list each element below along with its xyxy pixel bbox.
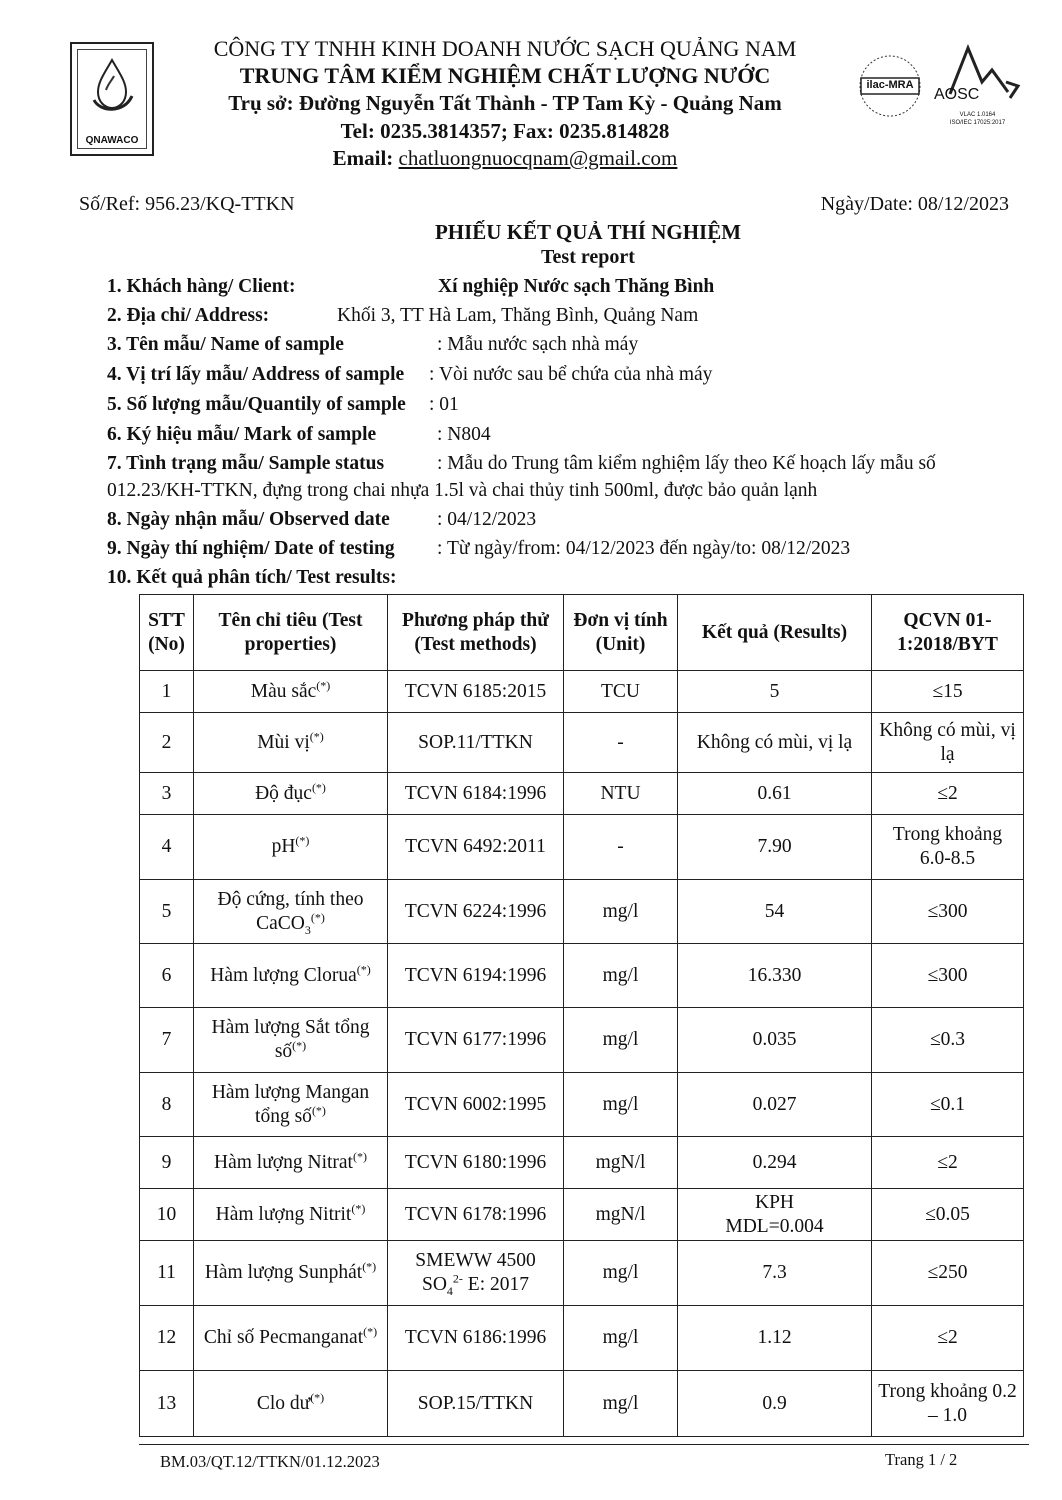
cell-limit: Trong khoảng 0.2 – 1.0 <box>872 1371 1024 1437</box>
cell-no: 6 <box>140 944 194 1008</box>
sample-quantity-label: 5. Số lượng mẫu/Quantily of sample <box>107 394 406 415</box>
cell-limit: ≤0.1 <box>872 1073 1024 1137</box>
page-number: Trang 1 / 2 <box>885 1450 958 1469</box>
table-row <box>140 1241 1024 1306</box>
cell-method: TCVN 6186:1996 <box>388 1306 564 1371</box>
cell-no: 1 <box>140 671 194 713</box>
cell-method: TCVN 6177:1996 <box>388 1008 564 1073</box>
cell-unit: mg/l <box>564 1306 678 1371</box>
cell-result: 0.9 <box>678 1371 872 1437</box>
property-text: Độ cứng, tính theo CaCO <box>217 888 364 934</box>
method-line-1: SMEWW 4500 <box>415 1250 536 1271</box>
cell-result: 7.3 <box>678 1241 872 1306</box>
table-row <box>140 1137 1024 1189</box>
star-mark: (*) <box>363 1324 378 1339</box>
client-label: 1. Khách hàng/ Client: <box>107 276 296 297</box>
cell-result: 16.330 <box>678 944 872 1008</box>
testing-date-value: : Từ ngày/from: 04/12/2023 đến ngày/to: 08/12/2023 <box>437 538 851 559</box>
cell-limit: ≤15 <box>872 671 1024 713</box>
cell-unit: - <box>564 713 678 773</box>
cell-property <box>194 1306 388 1371</box>
subscript: 4 <box>446 1283 453 1298</box>
property-text: Hàm lượng Sunphát <box>204 1262 363 1283</box>
sample-mark-value: : N804 <box>437 424 491 445</box>
sulfate-formula: SO <box>421 1274 447 1295</box>
cell-unit: NTU <box>564 773 678 815</box>
cell-property <box>194 1189 388 1241</box>
star-mark: (*) <box>311 780 326 794</box>
testing-date-line <box>107 538 851 560</box>
table-header-row <box>140 595 1024 671</box>
cell-method: TCVN 6492:2011 <box>388 815 564 880</box>
cell-unit: mg/l <box>564 880 678 944</box>
cell-property <box>194 1137 388 1189</box>
table-row <box>140 1306 1024 1371</box>
aosc-logo <box>930 42 1025 137</box>
result-line-1: KPH <box>754 1191 794 1213</box>
cell-limit: ≤2 <box>872 1306 1024 1371</box>
cell-property <box>194 671 388 713</box>
cell-unit: mg/l <box>564 1241 678 1306</box>
star-mark: (*) <box>316 678 331 692</box>
report-ref: Số/Ref: 956.23/KQ-TTKN <box>79 193 295 215</box>
star-mark: (*) <box>310 910 325 924</box>
company-email <box>160 146 850 171</box>
client-value: Xí nghiệp Nước sạch Thăng Bình <box>438 276 715 297</box>
center-name: TRUNG TÂM KIỂM NGHIỆM CHẤT LƯỢNG NƯỚC <box>239 63 771 88</box>
method-line-2 <box>392 1273 559 1297</box>
sample-status-line <box>107 453 936 475</box>
cell-method <box>388 1241 564 1306</box>
property-text: Hàm lượng Nitrat <box>214 1151 353 1173</box>
cell-result: 0.61 <box>678 773 872 815</box>
cell-limit: Trong khoảng 6.0-8.5 <box>872 815 1024 880</box>
sample-quantity-line <box>107 394 459 416</box>
cell-no: 8 <box>140 1073 194 1137</box>
cell-method: SOP.11/TTKN <box>388 713 564 773</box>
cell-no: 12 <box>140 1306 194 1371</box>
cell-result: Không có mùi, vị lạ <box>678 713 872 773</box>
cell-limit: ≤2 <box>872 1137 1024 1189</box>
cell-result: 0.027 <box>678 1073 872 1137</box>
observed-date-label: 8. Ngày nhận mẫu/ Observed date <box>107 509 390 530</box>
table-row <box>140 815 1024 880</box>
property-text: Mùi vị <box>257 731 310 753</box>
cell-no: 7 <box>140 1008 194 1073</box>
cell-unit: mgN/l <box>564 1137 678 1189</box>
cell-method: TCVN 6224:1996 <box>388 880 564 944</box>
table-row <box>140 1371 1024 1437</box>
sample-name-line <box>107 334 639 356</box>
header-no: STT (No) <box>140 595 194 671</box>
cell-property <box>194 815 388 880</box>
address-value: Khối 3, TT Hà Lam, Thăng Bình, Quảng Nam <box>337 305 699 326</box>
cell-method: TCVN 6002:1995 <box>388 1073 564 1137</box>
cell-result: 54 <box>678 880 872 944</box>
cell-result: 7.90 <box>678 815 872 880</box>
cell-method: SOP.15/TTKN <box>388 1371 564 1437</box>
header-method: Phương pháp thử (Test methods) <box>388 595 564 671</box>
water-drop-logo-icon <box>86 56 138 118</box>
company-name: CÔNG TY TNHH KINH DOANH NƯỚC SẠCH QUẢNG NAM <box>213 36 797 61</box>
cell-property <box>194 1241 388 1306</box>
property-text: Hàm lượng Clorua <box>210 964 357 986</box>
sample-mark-label: 6. Ký hiệu mẫu/ Mark of sample <box>107 424 377 445</box>
star-mark: (*) <box>292 1038 307 1053</box>
table-row <box>140 944 1024 1008</box>
company-phone: Tel: 0235.3814357; Fax: 0235.814828 <box>340 119 670 143</box>
table-row <box>140 1008 1024 1073</box>
sample-quantity-value: : 01 <box>429 394 459 415</box>
report-subtitle: Test report <box>541 246 635 268</box>
sample-location-value: : Vòi nước sau bể chứa của nhà máy <box>429 364 713 385</box>
star-mark: (*) <box>351 1201 366 1215</box>
cell-method: TCVN 6178:1996 <box>388 1189 564 1241</box>
sample-status-line-2 <box>107 480 817 502</box>
cell-no: 4 <box>140 815 194 880</box>
logo-text: QNAWACO <box>85 135 139 146</box>
client-line <box>107 276 715 298</box>
star-mark: (*) <box>352 1149 367 1163</box>
table-row <box>140 713 1024 773</box>
cell-no: 9 <box>140 1137 194 1189</box>
cell-method: TCVN 6185:2015 <box>388 671 564 713</box>
cell-unit: mg/l <box>564 1008 678 1073</box>
cell-unit: mgN/l <box>564 1189 678 1241</box>
property-text: Độ đục <box>255 782 312 804</box>
cell-property <box>194 1008 388 1073</box>
aosc-iso: ISO/IEC 17025:2017 <box>949 120 1006 126</box>
cell-unit: mg/l <box>564 944 678 1008</box>
property-text: Hàm lượng Mangan tổng số <box>211 1081 370 1127</box>
cell-limit: Không có mùi, vị lạ <box>872 713 1024 773</box>
cell-limit: ≤0.05 <box>872 1189 1024 1241</box>
cell-method: TCVN 6194:1996 <box>388 944 564 1008</box>
cell-unit: mg/l <box>564 1073 678 1137</box>
ilac-mra-logo <box>855 48 925 128</box>
cell-no: 2 <box>140 713 194 773</box>
results-heading <box>107 567 396 589</box>
report-title: PHIẾU KẾT QUẢ THÍ NGHIỆM <box>434 220 742 244</box>
property-text: Chỉ số Pecmanganat <box>203 1327 364 1348</box>
table-row <box>140 1073 1024 1137</box>
cell-property <box>194 1371 388 1437</box>
cell-limit: ≤250 <box>872 1241 1024 1306</box>
company-address: Trụ sở: Đường Nguyễn Tất Thành - TP Tam Kỳ - Quảng Nam <box>228 91 782 115</box>
property-text: Clo dư <box>256 1392 311 1414</box>
header-limit: QCVN 01-1:2018/BYT <box>872 595 1024 671</box>
email-label: Email: <box>332 146 399 170</box>
header-unit: Đơn vị tính (Unit) <box>564 595 678 671</box>
property-text: Màu sắc <box>250 680 317 702</box>
address-label: 2. Địa chỉ/ Address: <box>107 305 270 326</box>
ilac-text: ilac-MRA <box>866 79 914 91</box>
cell-unit: - <box>564 815 678 880</box>
table-row <box>140 880 1024 944</box>
cell-no: 11 <box>140 1241 194 1306</box>
subscript: 3 <box>304 922 311 937</box>
table-row <box>140 773 1024 815</box>
sample-mark-line <box>107 424 491 446</box>
star-mark: (*) <box>310 1390 325 1404</box>
superscript: 2- <box>452 1271 463 1286</box>
star-mark: (*) <box>362 1259 377 1274</box>
aosc-vilas: VLAC 1.0164 <box>959 112 996 118</box>
sample-location-label: 4. Vị trí lấy mẫu/ Address of sample <box>107 364 405 385</box>
cell-unit: mg/l <box>564 1371 678 1437</box>
cell-limit: ≤300 <box>872 944 1024 1008</box>
sample-status-label: 7. Tình trạng mẫu/ Sample status <box>107 453 385 474</box>
star-mark: (*) <box>295 833 310 848</box>
cell-result: 0.035 <box>678 1008 872 1073</box>
results-table <box>139 594 1024 1437</box>
address-line <box>107 305 699 327</box>
cell-limit: ≤2 <box>872 773 1024 815</box>
observed-date-line <box>107 509 537 531</box>
header-property: Tên chỉ tiêu (Test properties) <box>194 595 388 671</box>
email-link[interactable]: chatluongnuocqnam@gmail.com <box>398 146 678 170</box>
company-logo <box>70 42 154 156</box>
cell-unit: TCU <box>564 671 678 713</box>
result-line-2: MDL=0.004 <box>725 1215 824 1237</box>
cell-result: 0.294 <box>678 1137 872 1189</box>
cell-no: 10 <box>140 1189 194 1241</box>
header-result: Kết quả (Results) <box>678 595 872 671</box>
aosc-text: AOSC <box>934 86 980 103</box>
star-mark: (*) <box>311 1103 326 1117</box>
results-label: 10. Kết quả phân tích/ Test results: <box>107 567 397 588</box>
observed-date-value: : 04/12/2023 <box>437 509 537 530</box>
cell-property <box>194 944 388 1008</box>
cell-no: 5 <box>140 880 194 944</box>
cell-property <box>194 773 388 815</box>
cell-method: TCVN 6180:1996 <box>388 1137 564 1189</box>
form-code: BM.03/QT.12/TTKN/01.12.2023 <box>160 1452 380 1471</box>
method-suffix: E: 2017 <box>462 1274 530 1295</box>
footer-divider <box>139 1444 1029 1445</box>
cell-property <box>194 713 388 773</box>
cell-no: 13 <box>140 1371 194 1437</box>
star-mark: (*) <box>309 729 324 743</box>
star-mark: (*) <box>356 962 371 976</box>
sample-status-value-2: 012.23/KH-TTKN, đựng trong chai nhựa 1.5l và chai thủy tinh 500ml, được bảo quản lạnh <box>107 480 818 501</box>
testing-date-label: 9. Ngày thí nghiệm/ Date of testing <box>107 538 395 559</box>
table-row <box>140 671 1024 713</box>
property-text: pH <box>271 836 296 857</box>
sample-status-value: : Mẫu do Trung tâm kiểm nghiệm lấy theo Kế hoạch lấy mẫu số <box>437 453 936 474</box>
cell-property <box>194 880 388 944</box>
property-text: Hàm lượng Nitrit <box>215 1203 352 1225</box>
sample-name-value: : Mẫu nước sạch nhà máy <box>437 334 639 355</box>
cell-result <box>678 1189 872 1241</box>
cell-no: 3 <box>140 773 194 815</box>
report-date: Ngày/Date: 08/12/2023 <box>820 193 1009 215</box>
sample-location-line <box>107 364 713 386</box>
sample-name-label: 3. Tên mẫu/ Name of sample <box>107 334 344 355</box>
cell-result: 5 <box>678 671 872 713</box>
cell-result: 1.12 <box>678 1306 872 1371</box>
cell-limit: ≤300 <box>872 880 1024 944</box>
table-row <box>140 1189 1024 1241</box>
cell-limit: ≤0.3 <box>872 1008 1024 1073</box>
property-text: Hàm lượng Sắt tổng số <box>211 1017 370 1062</box>
cell-method: TCVN 6184:1996 <box>388 773 564 815</box>
cell-property <box>194 1073 388 1137</box>
